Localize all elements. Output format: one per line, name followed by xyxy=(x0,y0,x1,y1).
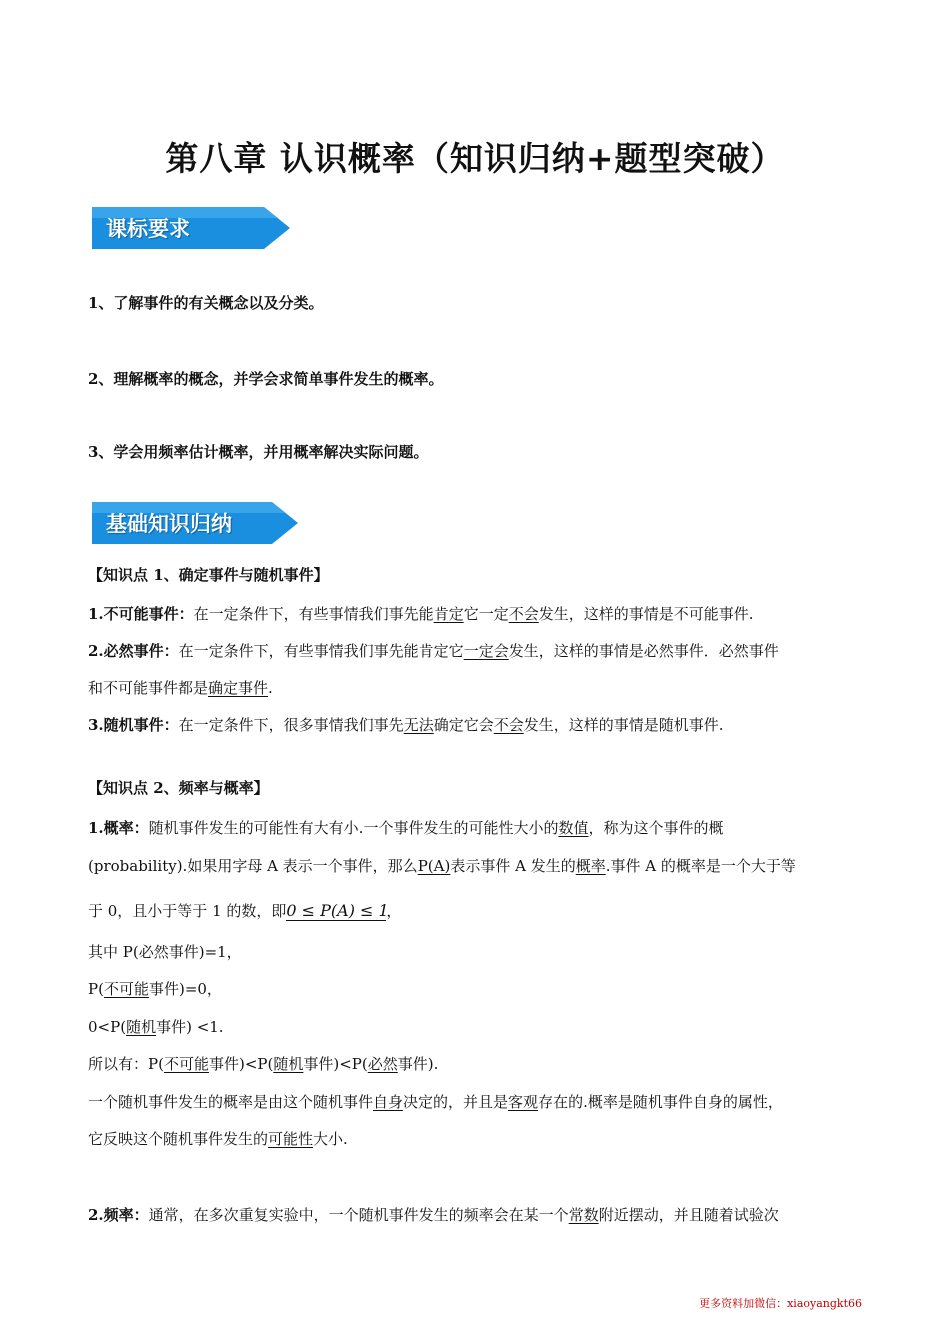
banner-label: 课标要求 xyxy=(106,217,190,241)
kp2-certain-value: 其中 P(必然事件)=1， xyxy=(88,943,242,961)
kp1-item-random: 3.随机事件：在一定条件下，很多事情我们事先无法确定它会不会发生，这样的事情是随机事件. xyxy=(88,716,724,734)
kp2-property-line2: 它反映这个随机事件发生的可能性大小. xyxy=(88,1130,348,1148)
probability-range-formula: 0 ≤ P(A) ≤ 1 xyxy=(286,901,389,920)
section-banner-knowledge xyxy=(92,500,302,546)
kp2-probability-line3: 于 0，且小于等于 1 的数，即0 ≤ P(A) ≤ 1， xyxy=(88,901,402,920)
kp1-item-certain-line2: 和不可能事件都是确定事件. xyxy=(88,679,273,697)
kp1-item-certain: 2.必然事件：在一定条件下，有些事情我们事先能肯定它一定会发生，这样的事情是必然事件．必然事件 xyxy=(88,642,779,660)
kp2-frequency-line1: 2.频率：通常，在多次重复实验中，一个随机事件发生的频率会在某一个常数附近摆动，并且随着试验次 xyxy=(88,1206,779,1224)
kp2-probability-line1: 1.概率：随机事件发生的可能性有大有小.一个事件发生的可能性大小的数值，称为这个事件的概 xyxy=(88,819,724,837)
footer-contact: 更多资料加微信：xiaoyangkt66 xyxy=(699,1297,862,1310)
kp2-probability-line2: (probability).如果用字母 A 表示一个事件，那么P(A)表示事件 A 发生的概率.事件 A 的概率是一个大于等 xyxy=(88,857,796,875)
requirement-item-1: 1、了解事件的有关概念以及分类。 xyxy=(88,294,324,312)
kp1-heading: 【知识点 1、确定事件与随机事件】 xyxy=(88,566,329,584)
requirement-item-2: 2、理解概率的概念，并学会求简单事件发生的概率。 xyxy=(88,370,444,388)
kp1-item-impossible: 1.不可能事件：在一定条件下，有些事情我们事先能肯定它一定不会发生，这样的事情是不可能事件. xyxy=(88,605,754,623)
requirement-item-3: 3、学会用频率估计概率，并用概率解决实际问题。 xyxy=(88,443,429,461)
banner-label: 基础知识归纳 xyxy=(106,512,232,536)
kp2-impossible-value: P(不可能事件)=0， xyxy=(88,980,222,998)
kp2-random-range: 0<P(随机事件) <1. xyxy=(88,1018,224,1036)
kp2-heading: 【知识点 2、频率与概率】 xyxy=(88,779,269,797)
page-title: 第八章 认识概率（知识归纳+题型突破） xyxy=(165,139,785,178)
kp2-ordering: 所以有：P(不可能事件)<P(随机事件)<P(必然事件). xyxy=(88,1055,439,1073)
kp2-property-line1: 一个随机事件发生的概率是由这个随机事件自身决定的，并且是客观存在的.概率是随机事件自身的属性， xyxy=(88,1093,783,1111)
section-banner-requirements xyxy=(92,205,292,251)
